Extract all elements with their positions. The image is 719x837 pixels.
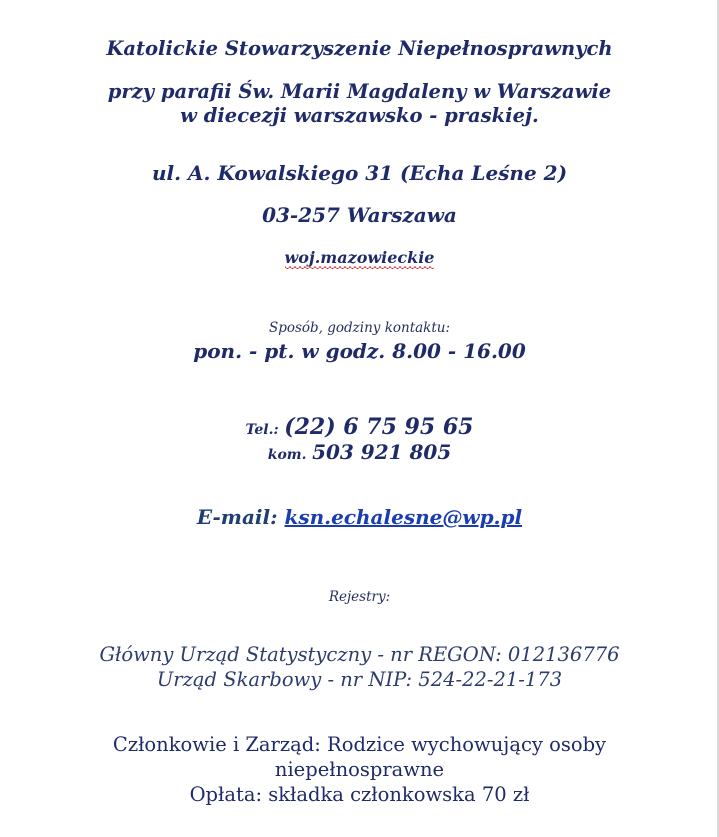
regon-line: Główny Urząd Statystyczny - nr REGON: 012136776 (99, 643, 620, 666)
contact-hours: pon. - pt. w godz. 8.00 - 16.00 (193, 339, 526, 363)
nip-line: Urząd Skarbowy - nr NIP: 524-22-21-173 (156, 668, 563, 691)
contact-label: Sposób, godziny kontaktu: (268, 320, 451, 336)
address-street: ul. A. Kowalskiego 31 (Echa Leśne 2) (151, 161, 568, 185)
organization-name-line1: Katolickie Stowarzyszenie Niepełnosprawnych (106, 37, 613, 60)
phone-line (0, 414, 719, 440)
address-city: 03-257 Warszawa (262, 203, 457, 227)
phone-number: (22) 6 75 95 65 (284, 414, 474, 440)
email-line (0, 505, 719, 529)
organization-name-line2: przy parafii Św. Marii Magdaleny w Warszawie (107, 80, 612, 103)
mobile-number: 503 921 805 (312, 440, 452, 464)
address-region-line (0, 248, 719, 270)
mobile-line (0, 440, 719, 464)
membership-fee: Opłata: składka członkowska 70 zł (189, 783, 530, 806)
address-region: woj.mazowieckie (285, 248, 435, 270)
membership-line2: niepełnosprawne (274, 758, 445, 781)
registers-label: Rejestry: (328, 589, 391, 605)
email-link[interactable]: ksn.echalesne@wp.pl (284, 505, 523, 529)
membership-line1: Członkowie i Zarząd: Rodzice wychowujący osoby (112, 733, 607, 756)
email-label: E-mail: (196, 505, 278, 529)
phone-label: Tel.: (245, 422, 279, 438)
mobile-label: kom. (267, 447, 307, 463)
organization-name-line3: w diecezji warszawsko - praskiej. (180, 104, 539, 127)
